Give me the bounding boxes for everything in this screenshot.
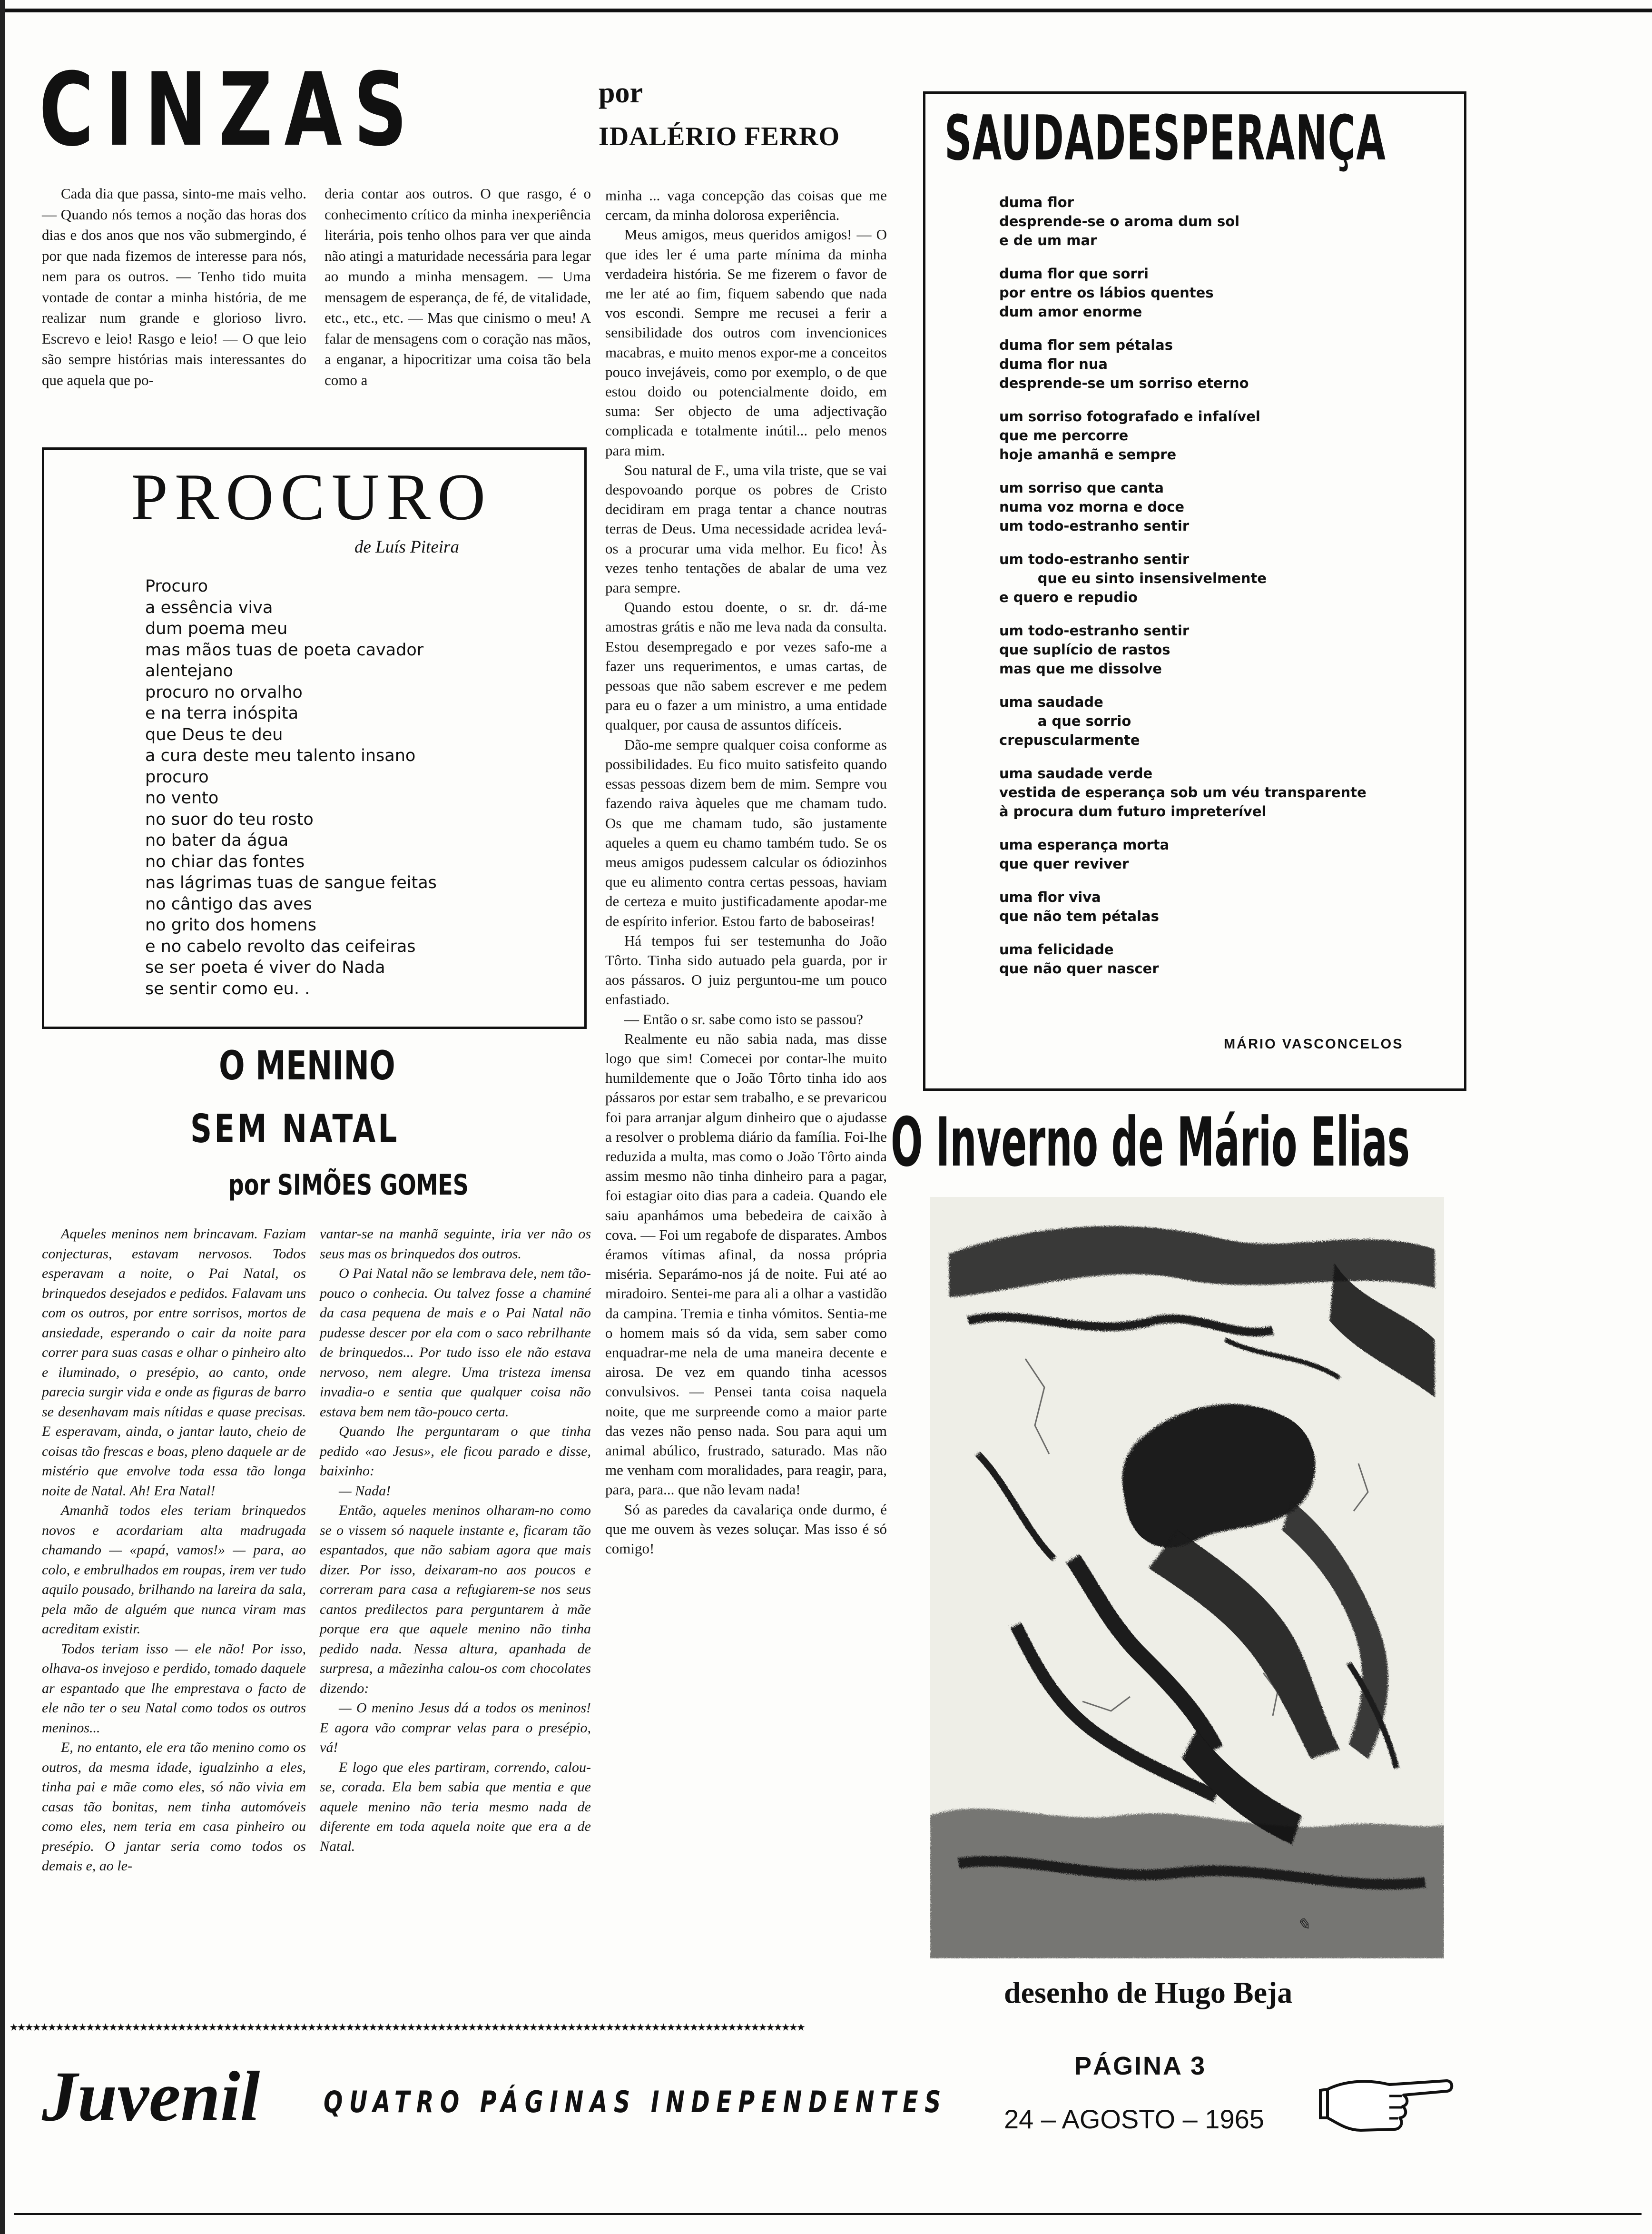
procuro-line: no suor do teu rosto — [145, 810, 314, 829]
menino-title-1: O MENINO — [219, 1042, 395, 1089]
saudade-line: uma felicidade — [999, 941, 1114, 958]
cinzas-col3-p6: Há tempos fui ser testemunha do João Tôrto. Tinha sido autuado pela guarda, por ir aos pássaros. O juiz perguntou-me um pouco enfastiado. — [605, 932, 887, 1008]
saudade-line: que eu sinto insensivelmente — [999, 570, 1267, 586]
menino-col1-p2: Amanhã todos eles teriam brinquedos novos e acordariam alta madrugada chamando — «papá, vamos!» — para, ao colo, e embrulhados em roupas, irem ver tudo aquilo pousado, brilhando na lareira da sala, pela mão de alguém que nunca viram mas acreditam existir. — [42, 1503, 306, 1637]
cinzas-author: IDALÉRIO FERRO — [599, 122, 840, 151]
procuro-line: nas lágrimas tuas de sangue feitas — [145, 873, 437, 892]
saudade-poem — [999, 193, 1367, 992]
cinzas-by: por — [599, 77, 643, 109]
footer-page-number: PÁGINA 3 — [1074, 2052, 1207, 2080]
left-edge-rule — [0, 0, 5, 2234]
saudade-stanza — [999, 621, 1367, 678]
saudade-stanza — [999, 692, 1367, 750]
saudade-line: duma flor que sorri — [999, 266, 1149, 282]
saudade-line: numa voz morna e doce — [999, 499, 1185, 515]
saudade-line: um todo-estranho sentir — [999, 551, 1190, 567]
footer-date: 24 – AGOSTO – 1965 — [1004, 2104, 1264, 2134]
cinzas-col1-p1: Cada dia que passa, sinto-me mais velho. — Quando nós temos a noção das horas dos dias e dos anos que nos vão submergindo, é por que nada fizemos de interesse para nós, nem para os outros. — Tenho tido muita vontade de contar a minha história, de me realizar num grande e glorioso livro. Escrevo e leio! Rasgo e leio! — O que leio são sempre histórias mais interessantes do que aquela que po- — [42, 185, 306, 388]
saudade-line: que suplício de rastos — [999, 642, 1170, 658]
menino-column-2 — [320, 1224, 591, 1856]
cinzas-col3-p2: Meus amigos, meus queridos amigos! — O que ides ler é uma parte mínima da minha verdadeira história. Se me fizerem o favor de me ler até ao fim, fiquem sabendo que nada vos escondi. Sempre me recusei a ferir a sensibilidade dos outros com invencionices macabras, e muito menos expor-me a conceitos pouco invejáveis, como por exemplo, o de que estou doido ou potencialmente doido, em suma: Ser objecto de uma adjectivação complicada e totalmente inútil... pelo menos para mim. — [605, 226, 887, 459]
cinzas-col3-p1: minha ... vaga concepção das coisas que me cercam, da minha dolorosa experiência. — [605, 187, 887, 224]
procuro-line: se sentir como eu. . — [145, 979, 310, 998]
saudade-line: uma saudade verde — [999, 765, 1153, 781]
cinzas-col3-p8: Realmente eu não sabia nada, mas disse logo que sim! Comecei por contar-lhe muito humildemente que o João Tôrto tinha ido aos pássaros por estar sem trabalho, e se prevaricou foi para arranjar algum dinheiro que o ajudasse a resolver o problema diário da família. Foi-lhe reduzida a multa, mas como o João Tôrto ainda assim mesmo não tinha dinheiro para a pagar, foi estagiar oito dias para a cadeia. Quando ele saiu apanhámos uma bebedeira de caixão à cova. — Foi um regabofe de disparates. Ambos éramos vítimas afinal, da nossa própria miséria. Separámo-nos já de noite. Fui até ao miradoiro. Sentei-me para ali a olhar a vastidão da campina. Tremia e tinha vómitos. Sentia-me o homem mais só da vida, sem saber como enquadrar-me nela de uma maneira decente e airosa. De vez em quando tinha acessos convulsivos. — Pensei tanta coisa naquela noite, que me surpreende como a maior parte das vezes não penso nada. Sou para aqui um animal abúlico, frustrado, saturado. Mas não me venham com moralidades, para reagir, para, para, para... que não levam nada! — [605, 1030, 887, 1498]
saudade-line: duma flor nua — [999, 356, 1108, 372]
top-rule — [0, 9, 1652, 12]
menino-author: por SIMÕES GOMES — [228, 1168, 469, 1202]
bottom-rule — [14, 2213, 1642, 2215]
menino-title-2: SEM NATAL — [190, 1107, 400, 1152]
cinzas-col3-p7: — Então o sr. sabe como isto se passou? — [624, 1010, 863, 1028]
procuro-line: que Deus te deu — [145, 725, 283, 744]
procuro-line: no grito dos homens — [145, 916, 316, 935]
menino-col1-p1: Aqueles meninos nem brincavam. Faziam conjecturas, estavam nervosos. Todos esperavam a noite, o Pai Natal, os brinquedos desejados e pedidos. Falavam uns com os outros, por entre sorrisos, mortos de ansiedade, esperando o cair da noite para correr para suas casas e olhar o pinheiro alto e iluminado, o presépio, ao canto, onde parecia surgir vida e onde as figuras de barro se desenhavam mais nítidas e quase precisas. E esperavam, ainda, o jantar lauto, cheio de coisas tão frescas e boas, pleno daquele ar de mistério que envolve toda essa tão longa noite de Natal. Ah! Era Natal! — [42, 1226, 306, 1499]
saudade-line: desprende-se um sorriso eterno — [999, 375, 1249, 391]
procuro-line: e na terra inóspita — [145, 704, 299, 723]
footer-tagline: QUATRO PÁGINAS INDEPENDENTES — [324, 2085, 947, 2119]
saudade-stanza — [999, 264, 1367, 321]
procuro-line: mas mãos tuas de poeta cavador — [145, 640, 424, 660]
saudade-line: vestida de esperança sob um véu transparente — [999, 784, 1367, 801]
procuro-author: de Luís Piteira — [354, 537, 459, 557]
menino-col2-p3: Quando lhe perguntaram o que tinha pedido «ao Jesus», ele ficou parado e disse, baixinho: — [320, 1423, 591, 1479]
saudade-stanza — [999, 764, 1367, 821]
procuro-line: e no cabelo revolto das ceifeiras — [145, 937, 416, 956]
saudade-stanza — [999, 193, 1367, 250]
cinzas-col3-p9: Só as paredes da cavalariça onde durmo, é que me ouvem às vezes soluçar. Mas isso é só comigo! — [605, 1501, 887, 1557]
saudade-line: que não tem pétalas — [999, 908, 1159, 924]
saudade-line: um todo-estranho sentir — [999, 623, 1190, 639]
saudade-line: duma flor sem pétalas — [999, 337, 1173, 353]
procuro-line: dum poema meu — [145, 619, 288, 638]
procuro-line: a essência viva — [145, 598, 273, 617]
saudade-stanza — [999, 478, 1367, 535]
procuro-line: alentejano — [145, 662, 233, 681]
saudade-author: MÁRIO VASCONCELOS — [1224, 1037, 1404, 1052]
saudade-stanza — [999, 835, 1367, 873]
menino-col1-p4: E, no entanto, ele era tão menino como os outros, da mesma idade, igualzinho a eles, tinha pai e mãe como eles, só não vivia em casas tão bonitas, nem tinha automóveis como eles, nem teria em casa pinheiro ou presépio. O jantar seria como todos os demais e, ao le- — [42, 1740, 306, 1874]
footer-brand-logo: Juvenil — [42, 2057, 260, 2136]
hugo-beja-drawing — [930, 1197, 1444, 1958]
saudade-line: hoje amanhã e sempre — [999, 446, 1177, 463]
menino-col2-p1: vantar-se na manhã seguinte, iria ver não os seus mas os brinquedos dos outros. — [320, 1226, 591, 1262]
menino-col2-p5: Então, aqueles meninos olharam-no como se o vissem só naquele instante e, ficaram tão espantados, que não sabiam agora que mais dizer. Por isso, deixaram-no aos poucos e correram para casa a refugiarem-se nos seus cantos predilectos para perguntarem à mãe porque era que aquele menino não tinha pedido nada. Nessa altura, apanhada de surpresa, a mãezinha calou-os com chocolates dizendo: — [320, 1503, 591, 1696]
saudade-line: crepuscularmente — [999, 732, 1140, 748]
menino-col2-p7: E logo que eles partiram, correndo, calou-se, corada. Ela bem sabia que mentia e que aquele menino não teria mesmo nada de diferente em toda aquela noite que era a de Natal. — [320, 1759, 591, 1854]
saudade-line: que quer reviver — [999, 856, 1129, 872]
procuro-line: no chiar das fontes — [145, 852, 305, 871]
saudade-line: desprende-se o aroma dum sol — [999, 213, 1240, 229]
saudade-line: a que sorrio — [999, 713, 1131, 729]
inverno-title: O Inverno de Mário Elias — [891, 1103, 1410, 1182]
cinzas-column-1 — [42, 183, 306, 390]
cinzas-col3-p5: Dão-me sempre qualquer coisa conforme as possibilidades. Eu fico muito satisfeito quando essas pessoas dizem bem de mim. Sempre vou fazendo raiva àqueles que me chamam tudo. Os que me chamam tudo, são justamente aqueles a quem eu chamo também tudo. Se os meus amigos pudessem calcular os ódiozinhos que eu alimento contra certas pessoas, haviam de certeza e muito justificadamente apodar-me de espírito inferior. Estou farto de baboseiras! — [605, 736, 887, 929]
procuro-line: no cântigo das aves — [145, 894, 312, 914]
saudade-line: por entre os lábios quentes — [999, 285, 1214, 301]
saudade-stanza — [999, 407, 1367, 464]
drawing-signature: ✎ — [1297, 1916, 1310, 1934]
saudade-stanza — [999, 888, 1367, 926]
footer-star-rule: ★★★★★★★★★★★★★★★★★★★★★★★★★★★★★★★★★★★★★★★★★★★★★★★★★★★★★★★★★★★★★★★★★★★★★★★★★★★★★★★★★★★★★★★★★★★★★★★★★★★★★★★★ — [10, 2018, 805, 2035]
procuro-line: no vento — [145, 789, 219, 808]
procuro-line: procuro no orvalho — [145, 682, 303, 702]
procuro-line: se ser poeta é viver do Nada — [145, 958, 385, 977]
saudade-line: que me percorre — [999, 427, 1129, 444]
saudade-line: um sorriso que canta — [999, 480, 1164, 496]
saudade-line: mas que me dissolve — [999, 661, 1162, 677]
procuro-line: no bater da água — [145, 831, 289, 850]
saudade-line: e quero e repudio — [999, 589, 1138, 605]
cinzas-col3-p4: Quando estou doente, o sr. dr. dá-me amostras grátis e não me leva nada da consulta. Estou desempregado e por vezes safo-me a fazer uns requerimentos, e umas cartas, de pessoas que não sabem escrever e me pedem para eu o fazer a um ministro, a uma entidade qualquer, por causa de assuntos difíceis. — [605, 599, 887, 733]
saudade-line: uma saudade — [999, 694, 1103, 710]
procuro-line: Procuro — [145, 577, 208, 596]
saudade-line: e de um mar — [999, 232, 1097, 248]
cinzas-column-3 — [605, 186, 887, 1558]
saudade-stanza — [999, 940, 1367, 978]
saudade-title: SAUDADESPERANÇA — [944, 102, 1386, 174]
saudade-line: à procura dum futuro impreterível — [999, 803, 1267, 820]
inverno-caption: desenho de Hugo Beja — [1004, 1976, 1293, 2009]
ink-drawing-illustration — [930, 1197, 1444, 1958]
menino-col2-p2: O Pai Natal não se lembrava dele, nem tão-pouco o conhecia. Ou talvez fosse a chaminé da casa pequena de mais e o Pai Natal não pudesse descer por ela com o saco rebrilhante de brinquedos... Por tudo isso ele não estava nervoso, nem alegre. Uma tristeza imensa invadia-o e sentia que qualquer coisa não estava bem nem tão-pouco certa. — [320, 1265, 591, 1420]
pointing-hand-icon — [1318, 2061, 1456, 2142]
saudade-stanza — [999, 550, 1367, 607]
saudade-line: duma flor — [999, 194, 1074, 210]
saudade-stanza — [999, 336, 1367, 393]
menino-col2-p4: — Nada! — [339, 1483, 391, 1499]
procuro-line: procuro — [145, 767, 209, 787]
cinzas-column-2 — [324, 183, 591, 390]
cinzas-col3-p3: Sou natural de F., uma vila triste, que se vai despovoando porque os pobres de Cristo decidiram em praga tentar a chance noutras terras de Deus. Uma necessidade acridea levá-os a procurar uma vida melhor. Eu fico! Às vezes tenho tentações de abalar de uma vez para sempre. — [605, 461, 887, 596]
saudade-line: que não quer nascer — [999, 960, 1159, 977]
procuro-poem — [145, 576, 437, 999]
saudade-line: um sorriso fotografado e infalível — [999, 408, 1260, 425]
cinzas-title: CINZAS — [39, 51, 419, 168]
saudade-line: um todo-estranho sentir — [999, 518, 1190, 534]
saudade-line: uma esperança morta — [999, 837, 1170, 853]
procuro-title: PROCURO — [131, 460, 492, 534]
menino-column-1 — [42, 1224, 306, 1876]
cinzas-col2-p1: deria contar aos outros. O que rasgo, é o conhecimento crítico da minha inexperiência literária, pois tenho olhos para ver que ainda não atingi a maturidade necessária para legar ao mundo a minha mensagem. — Uma mensagem de esperança, de fé, de vitalidade, etc., etc., etc. — Mas que cinismo o meu! A falar de mensagens com o coração nas mãos, a enganar, a hipocritizar uma coisa tão bela como a — [324, 185, 591, 388]
saudade-line: uma flor viva — [999, 889, 1101, 905]
saudade-line: dum amor enorme — [999, 304, 1142, 320]
procuro-line: a cura deste meu talento insano — [145, 746, 416, 765]
menino-col2-p6: — O menino Jesus dá a todos os meninos! E agora vão comprar velas para o presépio, vá! — [320, 1700, 591, 1755]
menino-col1-p3: Todos teriam isso — ele não! Por isso, olhava-os invejoso e perdido, tomado daquele ar espantado que lhe emprestava o facto de ele não ter o seu Natal como todos os outros meninos... — [42, 1641, 306, 1736]
